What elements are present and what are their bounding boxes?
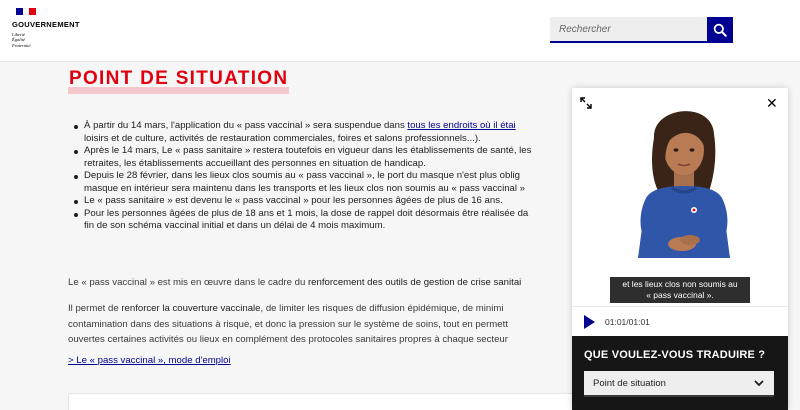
search-input[interactable]: Rechercher: [550, 17, 707, 43]
page-title: POINT DE SITUATION: [68, 67, 289, 94]
paragraph-text: Il permet de: [68, 303, 122, 314]
bullet-text: Depuis le 28 février, dans les lieux clos soumis au « pass vaccinal », le port du masque n'est plus oblig: [84, 170, 520, 181]
paragraph-text: ouvertes certaines activités ou lieux en complément des protocoles sanitaires propres à chaque secteur: [68, 334, 508, 345]
bullet-text: Le « pass sanitaire » est devenu le « pass vaccinal » pour les personnes âgées de plus de 16 ans.: [84, 195, 503, 206]
logo-title: GOUVERNEMENT: [12, 20, 80, 29]
expand-icon[interactable]: [580, 97, 592, 109]
list-item: [84, 120, 584, 145]
bullet-text: À partir du 14 mars, l'application du « pass vaccinal » sera suspendue dans: [84, 120, 408, 131]
subtitle-line: « pass vaccinal ».: [646, 290, 714, 300]
paragraph-text: contamination dans des situations à risque, et donc la pression sur le système de soins, tout en permett: [68, 318, 508, 330]
signer-avatar: [612, 98, 752, 283]
motto-fraternite: Fraternité: [12, 42, 31, 48]
translate-section: [572, 336, 788, 410]
sign-language-panel: [572, 88, 788, 410]
search-bar: [550, 17, 733, 43]
list-item: [84, 208, 584, 233]
paragraph-emphasis: renforcer la couverture vaccinale: [121, 303, 261, 314]
subtitle-line: et les lieux clos non soumis au: [622, 279, 738, 289]
bullet-text: fin de son schéma vaccinal initial et dans un délai de 4 mois maximum.: [84, 220, 386, 231]
search-icon: [713, 23, 727, 37]
sign-language-video[interactable]: [572, 88, 788, 306]
list-item: [84, 170, 584, 195]
paragraph-text: Le « pass vaccinal » est mis en œuvre dans le cadre du: [68, 277, 308, 288]
bullet-text: Pour les personnes âgées de plus de 18 ans et 1 mois, la dose de rappel doit désormais être réalisée da: [84, 207, 529, 219]
search-button[interactable]: [707, 17, 733, 43]
bullet-text: Après le 14 mars, Le « pass sanitaire » restera toutefois en vigueur dans les établissements de santé, les: [84, 145, 532, 156]
list-item: [84, 195, 584, 208]
situation-list: [84, 120, 584, 233]
translate-title: QUE VOULEZ-VOUS TRADUIRE ?: [584, 349, 766, 361]
paragraph-objectives: [68, 301, 578, 348]
paragraph-pass-vaccinal: [68, 275, 578, 291]
bullet-text: retraites, les établissements accueillant des personnes en situation de handicap.: [84, 157, 426, 169]
motto-liberte: Liberté: [12, 31, 25, 37]
bullet-text: masque en intérieur sera maintenu dans les transports et les lieux clos non soumis au « pass vaccinal »: [84, 182, 526, 194]
list-item: [84, 145, 584, 170]
play-icon[interactable]: [584, 315, 595, 329]
paragraph-text: , de limiter les risques de diffusion épidémique, de minimi: [260, 303, 504, 314]
motto-egalite: Égalité: [12, 37, 25, 42]
video-controls: [572, 306, 788, 336]
video-time: 01:01/01:01: [605, 317, 650, 327]
chevron-down-icon: [753, 378, 765, 388]
pass-vaccinal-guide-link[interactable]: > Le « pass vaccinal », mode d'emploi: [68, 355, 231, 366]
motto: [12, 32, 92, 49]
paragraph-emphasis: renforcement des outils de gestion de crise sanitai: [307, 277, 522, 288]
close-icon[interactable]: ✕: [766, 95, 778, 111]
content-card: [68, 393, 578, 410]
video-subtitle: [610, 277, 750, 303]
site-header: [0, 0, 800, 62]
government-logo[interactable]: [12, 8, 92, 48]
french-flag-icon: [16, 8, 36, 15]
bullet-text: loisirs et de culture, activités de restauration commerciales, foires et salons professionnels...).: [84, 132, 481, 144]
places-link[interactable]: tous les endroits où il étai: [407, 120, 516, 131]
translate-select[interactable]: [584, 371, 774, 397]
translate-select-value: Point de situation: [593, 378, 666, 389]
